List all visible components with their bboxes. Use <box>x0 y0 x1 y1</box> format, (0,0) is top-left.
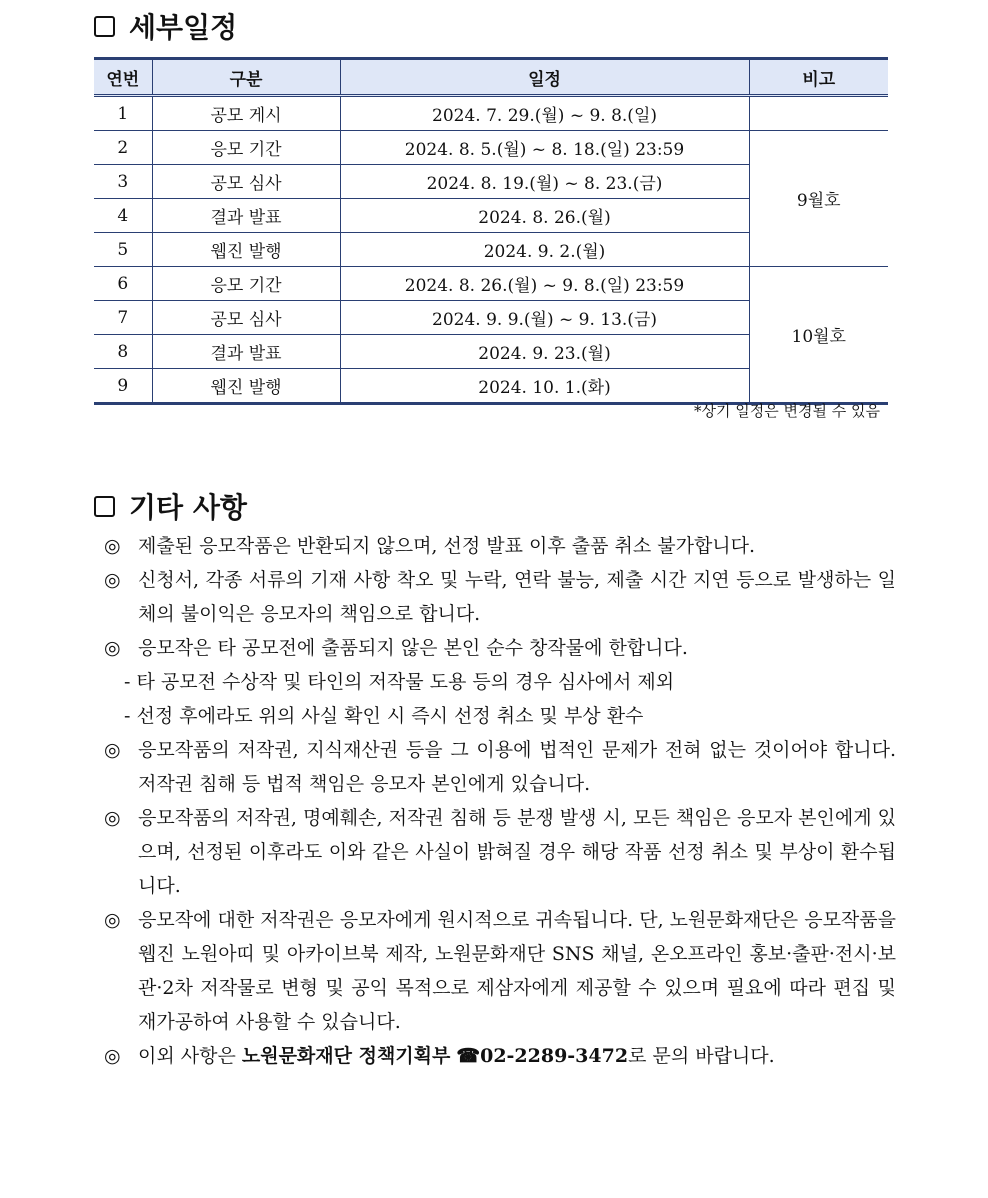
row-no: 4 <box>94 199 152 233</box>
table-header-row <box>94 59 888 96</box>
table-row <box>94 267 888 301</box>
list-item: ◎ 신청서, 각종 서류의 기재 사항 착오 및 누락, 연락 불능, 제출 시간 지연 등으로 발생하는 일체의 불이익은 응모자의 책임으로 합니다. <box>104 563 896 631</box>
header-date: 일정 <box>340 59 749 96</box>
row-date: 2024. 8. 5.(월) ~ 8. 18.(일) 23:59 <box>340 131 749 165</box>
table-row <box>94 131 888 165</box>
contact-item <box>104 1039 896 1073</box>
section-title-text: 세부일정 <box>129 11 238 44</box>
row-no: 6 <box>94 267 152 301</box>
list-item: ◎ 응모작품의 저작권, 지식재산권 등을 그 이용에 법적인 문제가 전혀 없는 것이어야 합니다. 저작권 침해 등 법적 책임은 응모자 본인에게 있습니다. <box>104 733 896 801</box>
row-no: 3 <box>94 165 152 199</box>
row-date: 2024. 10. 1.(화) <box>340 369 749 404</box>
list-item: ◎ 응모작품의 저작권, 명예훼손, 저작권 침해 등 분쟁 발생 시, 모든 책임은 응모자 본인에게 있으며, 선정된 이후라도 이와 같은 사실이 밝혀질 경우 해당 작품 선정 취소 및 부상이 환수됩니다. <box>104 801 896 903</box>
row-remark: 9월호 <box>749 131 888 267</box>
row-remark <box>749 96 888 131</box>
sub-list-item: - 선정 후에라도 위의 사실 확인 시 즉시 선정 취소 및 부상 환수 <box>124 705 644 727</box>
dash-mark: - <box>124 705 131 727</box>
list-item: ◎ 응모작에 대한 저작권은 응모자에게 원시적으로 귀속됩니다. 단, 노원문화재단은 응모작품을 웹진 노원아띠 및 아카이브북 제작, 노원문화재단 SNS 채널, 온오프라인 홍보·출판·전시·보관·2차 저작물로 변형 및 공익 목적으로 제삼자에게 제공할 수 있으며 필요에 따라 편집 및 재가공하여 사용할 수 있습니다. <box>104 903 896 1039</box>
header-no: 연번 <box>94 59 152 96</box>
header-remark: 비고 <box>749 59 888 96</box>
schedule-table <box>94 57 888 405</box>
row-no: 9 <box>94 369 152 404</box>
row-date: 2024. 9. 9.(월) ~ 9. 13.(금) <box>340 301 749 335</box>
row-category: 공모 심사 <box>152 301 340 335</box>
row-category: 결과 발표 <box>152 335 340 369</box>
row-category: 웹진 발행 <box>152 233 340 267</box>
section-title-text: 기타 사항 <box>129 491 247 524</box>
bullet-icon: ◎ <box>104 569 121 591</box>
row-date: 2024. 8. 26.(월) <box>340 199 749 233</box>
bullet-icon: ◎ <box>104 1045 121 1067</box>
row-no: 5 <box>94 233 152 267</box>
row-category: 결과 발표 <box>152 199 340 233</box>
row-no: 2 <box>94 131 152 165</box>
row-no: 1 <box>94 96 152 131</box>
bullet-icon: ◎ <box>104 535 121 557</box>
bullet-icon: ◎ <box>104 807 121 829</box>
row-date: 2024. 9. 2.(월) <box>340 233 749 267</box>
row-date: 2024. 7. 29.(월) ~ 9. 8.(일) <box>340 96 749 131</box>
row-category: 응모 기간 <box>152 131 340 165</box>
row-date: 2024. 9. 23.(월) <box>340 335 749 369</box>
row-date: 2024. 8. 26.(월) ~ 9. 8.(일) 23:59 <box>340 267 749 301</box>
header-category: 구분 <box>152 59 340 96</box>
section-title-schedule <box>94 6 237 46</box>
row-category: 웹진 발행 <box>152 369 340 404</box>
row-category: 공모 심사 <box>152 165 340 199</box>
contact-org: 노원문화재단 정책기획부 <box>241 1045 451 1067</box>
phone-icon: ☎ <box>456 1045 481 1067</box>
contact-suffix: 로 문의 바랍니다. <box>628 1045 775 1067</box>
sub-list-item: - 타 공모전 수상작 및 타인의 저작물 도용 등의 경우 심사에서 제외 <box>124 671 675 693</box>
list-item: ◎ 응모작은 타 공모전에 출품되지 않은 본인 순수 창작물에 한합니다. <box>104 631 896 665</box>
row-remark: 10월호 <box>749 267 888 404</box>
table-row <box>94 96 888 131</box>
checkbox-icon <box>94 496 115 517</box>
row-category: 응모 기간 <box>152 267 340 301</box>
dash-mark: - <box>124 671 131 693</box>
list-item: ◎ 제출된 응모작품은 반환되지 않으며, 선정 발표 이후 출품 취소 불가합니다. <box>104 529 896 563</box>
misc-notes <box>104 529 896 1073</box>
schedule-note: *상기 일정은 변경될 수 있음 <box>694 402 880 420</box>
row-no: 7 <box>94 301 152 335</box>
checkbox-icon <box>94 16 115 37</box>
bullet-icon: ◎ <box>104 637 121 659</box>
contact-phone: 02-2289-3472 <box>480 1045 629 1067</box>
row-no: 8 <box>94 335 152 369</box>
bullet-icon: ◎ <box>104 909 121 931</box>
row-date: 2024. 8. 19.(월) ~ 8. 23.(금) <box>340 165 749 199</box>
bullet-icon: ◎ <box>104 739 121 761</box>
section-title-misc <box>94 486 247 526</box>
row-category: 공모 게시 <box>152 96 340 131</box>
contact-prefix: 이외 사항은 <box>138 1045 236 1067</box>
